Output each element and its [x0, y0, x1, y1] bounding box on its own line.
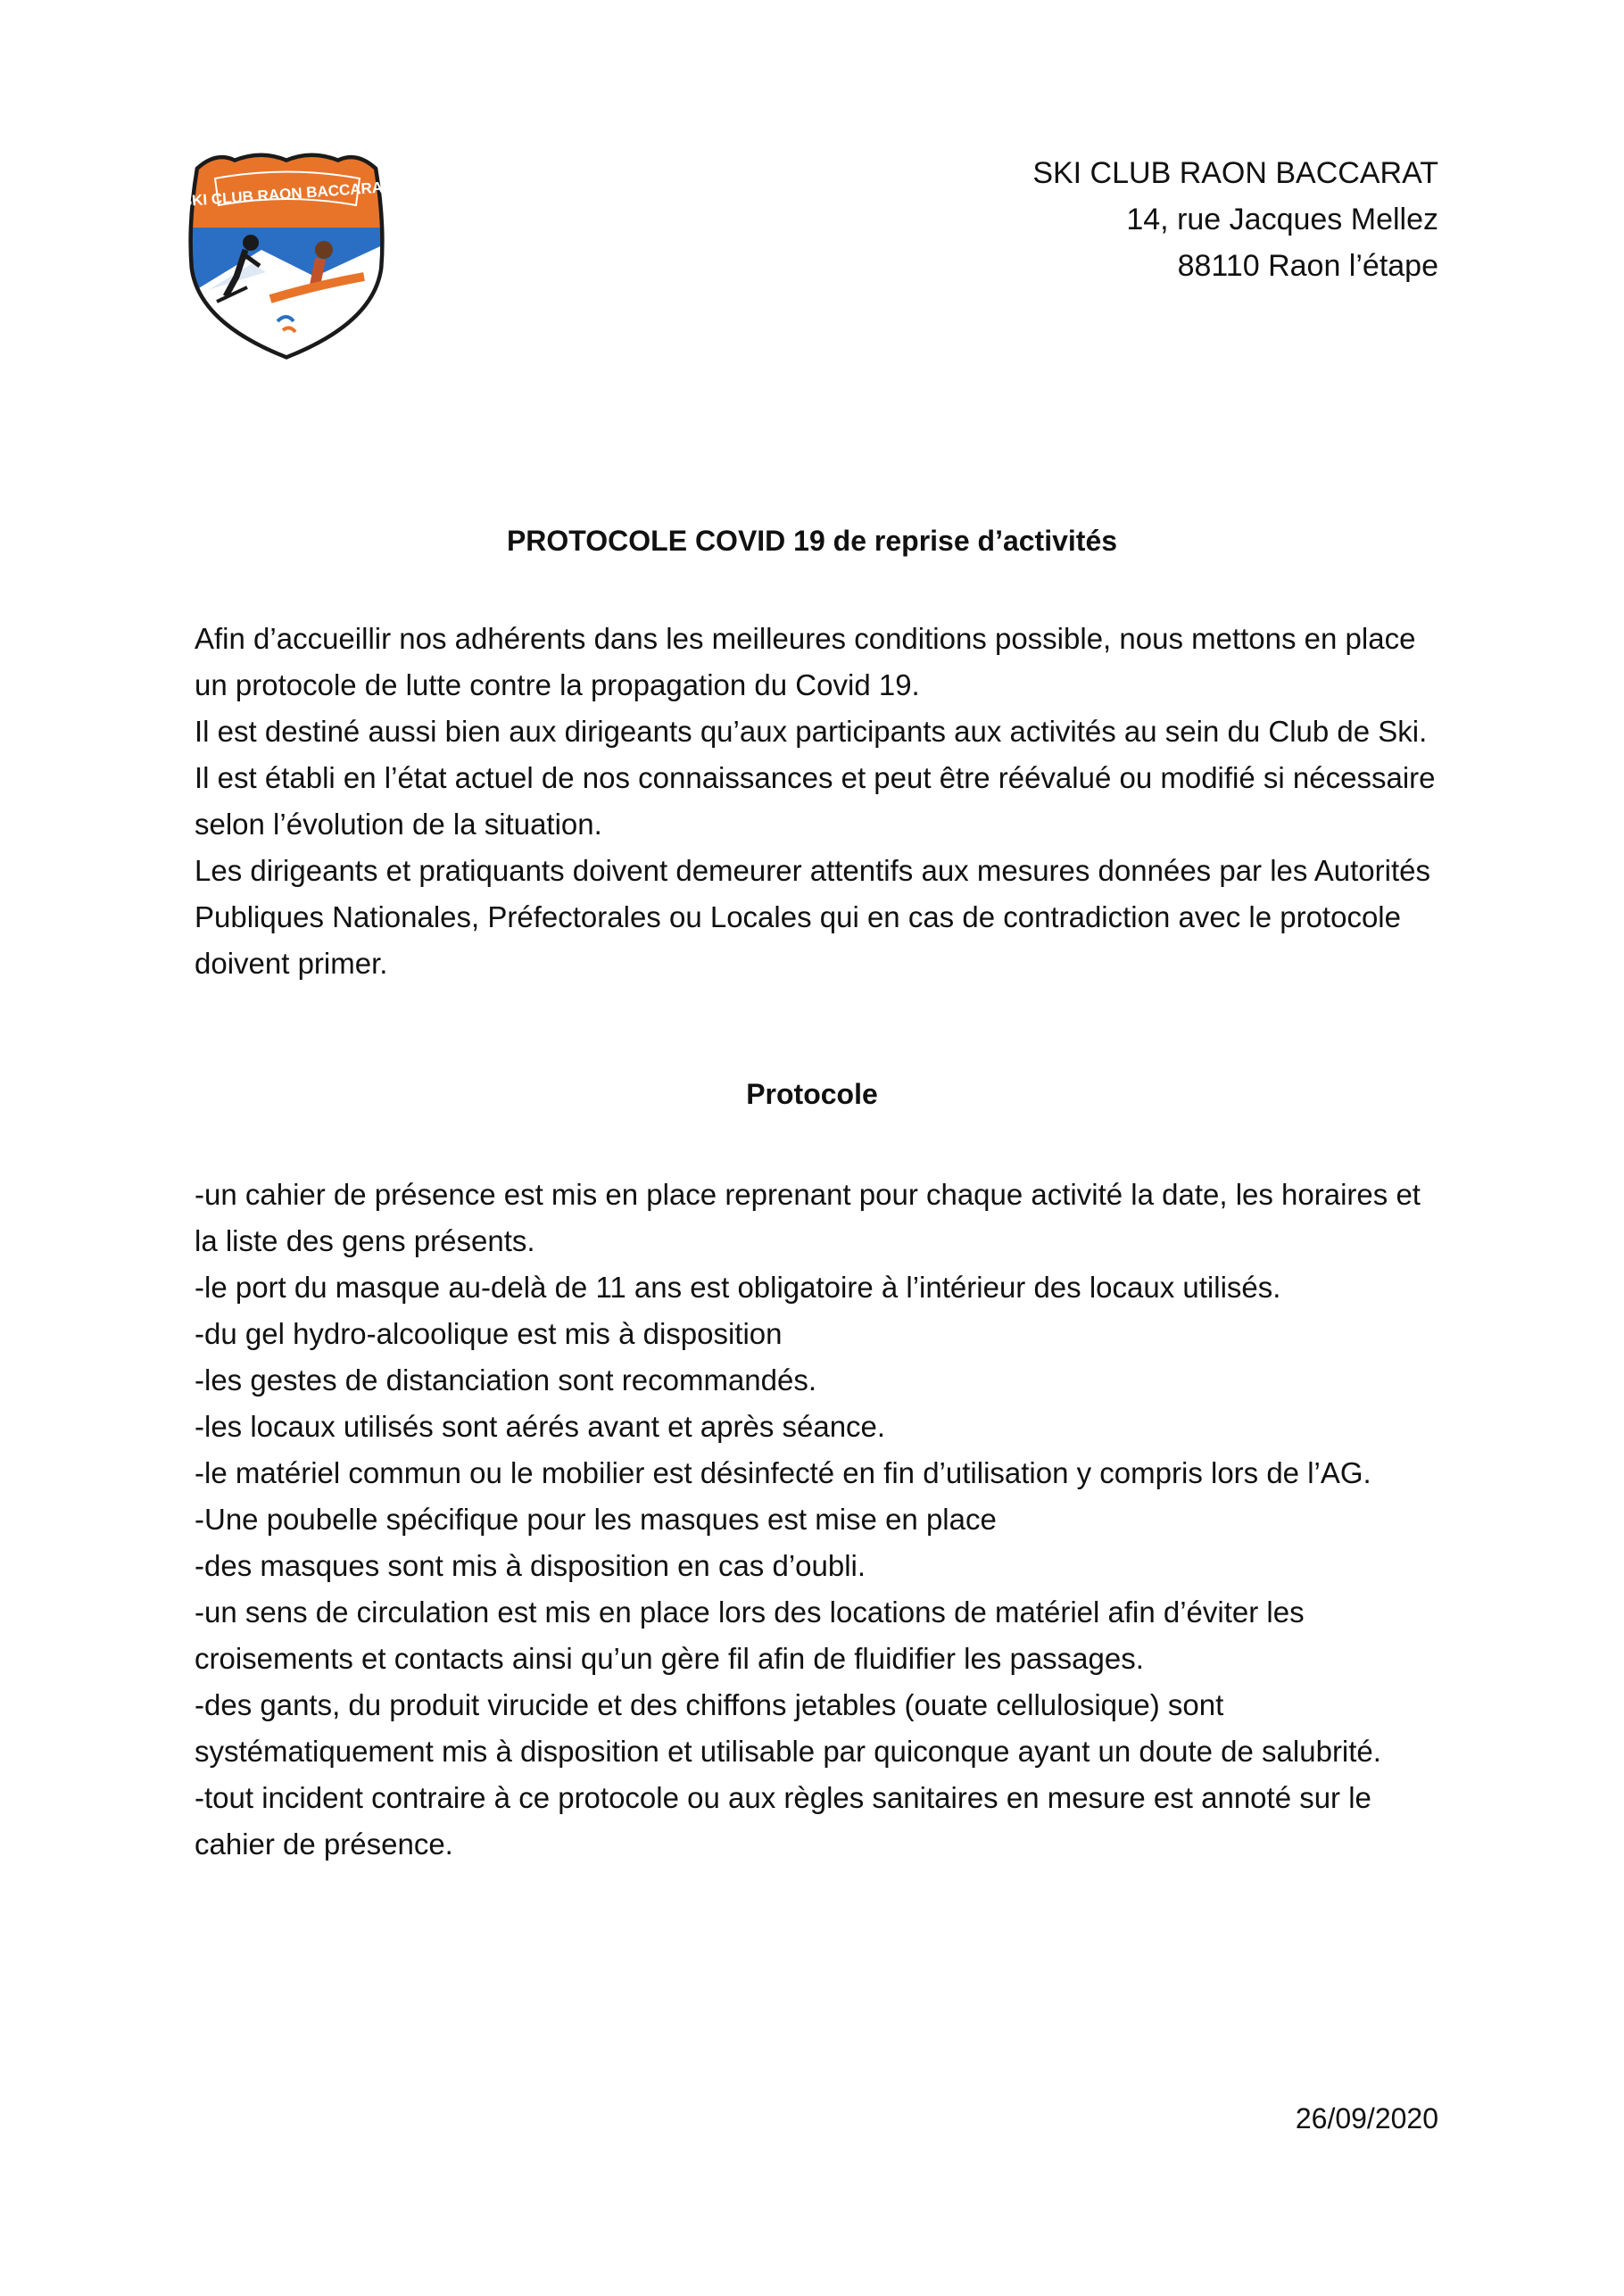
club-city: 88110 Raon l’étape [1177, 249, 1438, 283]
protocol-item: -les locaux utilisés sont aérés avant et après séance. [195, 1410, 886, 1443]
protocol-item: -un sens de circulation est mis en place lors des locations de matériel afin d’éviter les croisements et contacts ainsi qu’un gère fil afin de fluidifier les passages. [195, 1596, 1305, 1675]
club-street: 14, rue Jacques Mellez [1126, 203, 1438, 236]
protocol-item: -tout incident contraire à ce protocole ou aux règles sanitaires en mesure est annoté sur le cahier de présence. [195, 1781, 1371, 1861]
intro-paragraph: Il est destiné aussi bien aux dirigeants qu’aux participants aux activités au sein du Club de Ski. [195, 715, 1428, 748]
protocol-item: -des gants, du produit virucide et des chiffons jetables (ouate cellulosique) sont systématiquement mis à disposition et utilisable par quiconque ayant un doute de salubrité. [195, 1688, 1381, 1768]
club-shield-icon [181, 143, 392, 364]
intro-paragraph: Il est établi en l’état actuel de nos connaissances et peut être réévalué ou modifié si nécessaire selon l’évolution de la situation. [195, 761, 1436, 841]
protocol-item: -du gel hydro-alcoolique est mis à disposition [195, 1317, 783, 1350]
protocol-list [195, 1172, 1444, 1868]
document-title: PROTOCOLE COVID 19 de reprise d’activités [506, 525, 1118, 557]
protocol-item: -le port du masque au-delà de 11 ans est obligatoire à l’intérieur des locaux utilisés. [195, 1271, 1281, 1304]
protocol-item: -les gestes de distanciation sont recommandés. [195, 1364, 817, 1397]
club-address [1032, 150, 1438, 289]
protocol-item: -des masques sont mis à disposition en cas d’oubli. [195, 1549, 866, 1582]
intro-paragraph: Afin d’accueillir nos adhérents dans les meilleures conditions possible, nous mettons en place un protocole de lutte contre la propagation du Covid 19. [195, 622, 1416, 701]
club-logo [181, 143, 392, 364]
protocol-heading: Protocole [746, 1078, 878, 1110]
intro-paragraph: Les dirigeants et pratiquants doivent demeurer attentifs aux mesures données par les Autorités Publiques Nationales, Préfectorales ou Locales qui en cas de contradiction avec le protocole doivent primer. [195, 854, 1430, 980]
svg-text:SKI CLUB RAON BACCARAT: SKI CLUB RAON BACCARAT [181, 178, 392, 211]
club-name: SKI CLUB RAON BACCARAT [1032, 156, 1438, 190]
intro-section [195, 616, 1444, 987]
protocol-item: -Une poubelle spécifique pour les masques est mise en place [195, 1503, 997, 1536]
protocol-item: -un cahier de présence est mis en place reprenant pour chaque activité la date, les horaires et la liste des gens présents. [195, 1178, 1421, 1257]
document-date: 26/09/2020 [1295, 2102, 1438, 2134]
protocol-item: -le matériel commun ou le mobilier est désinfecté en fin d’utilisation y compris lors de l’AG. [195, 1456, 1371, 1489]
